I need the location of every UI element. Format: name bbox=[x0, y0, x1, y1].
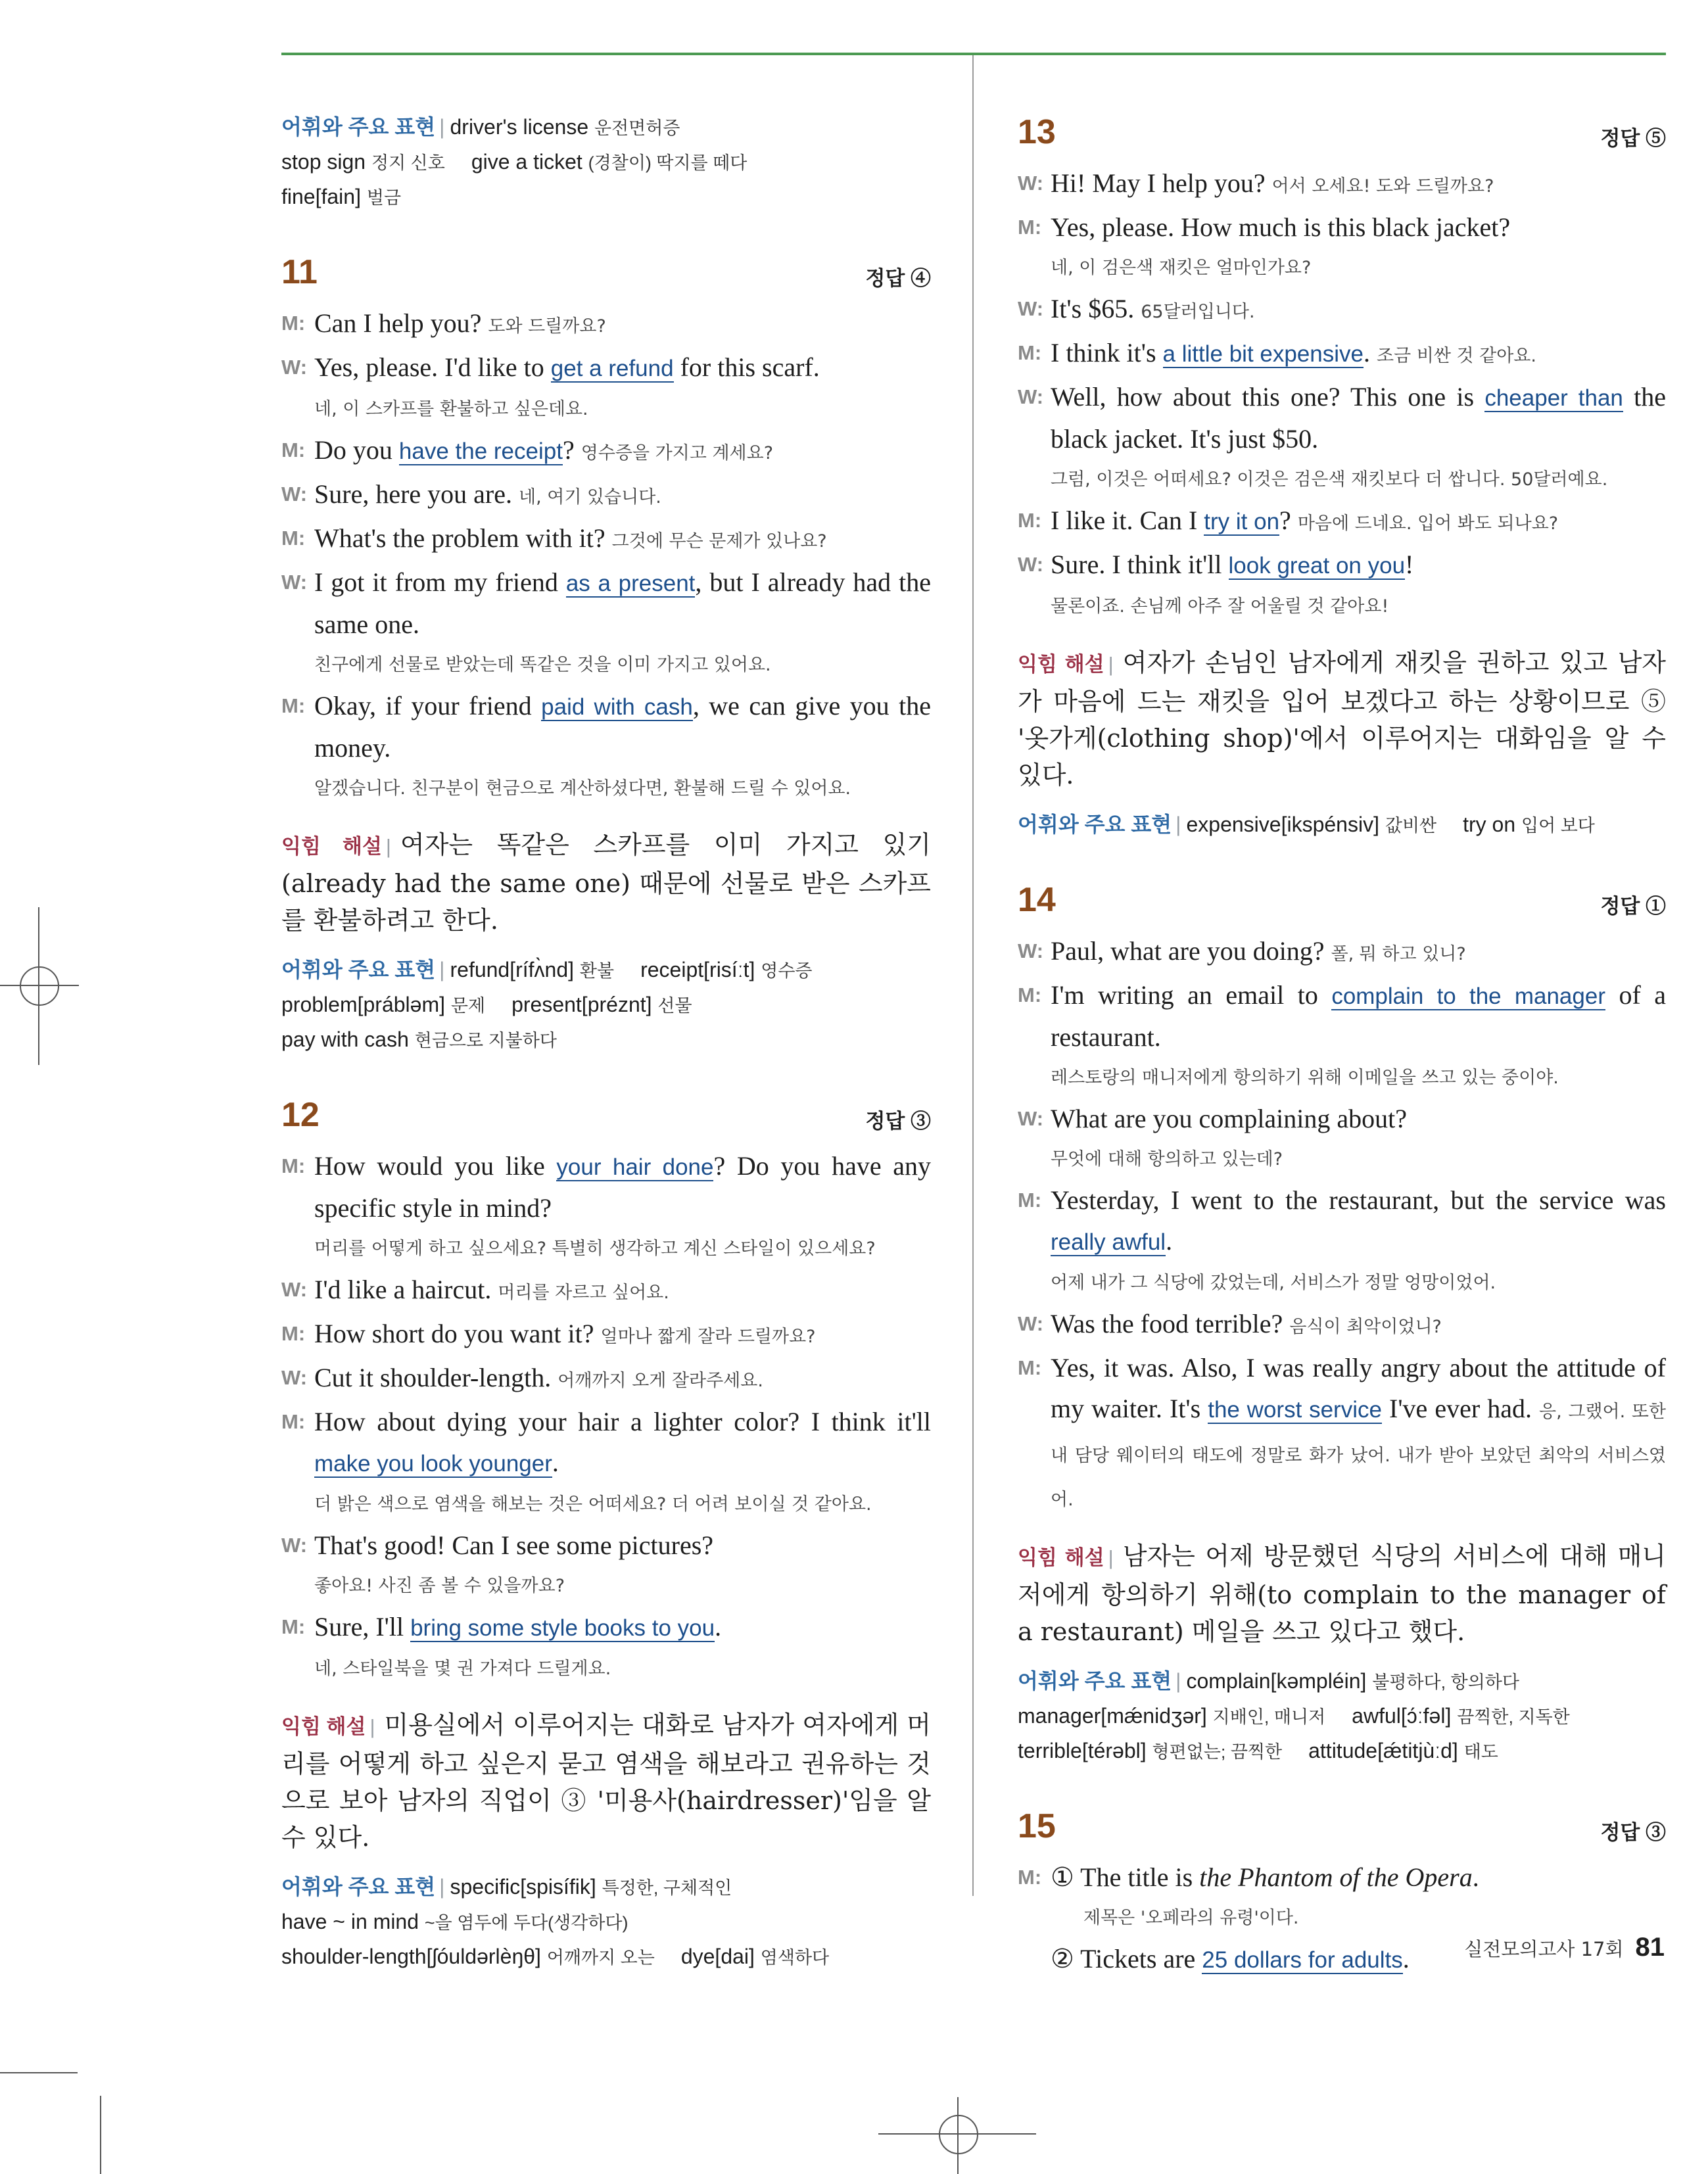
question-number: 13 bbox=[1018, 113, 1056, 151]
explanation: 익힘 해설 | 남자는 어제 방문했던 식당의 서비스에 대해 매니저에게 항의하기 위해(to complain to the manager of a restaurant) 메일을 쓰고 있다고 했다. bbox=[1018, 1542, 1666, 1646]
translation: 친구에게 선물로 받았는데 똑같은 것을 이미 가지고 있어요. bbox=[314, 655, 771, 675]
dialog-line bbox=[281, 518, 931, 562]
vocab-gloss: 불평하다, 항의하다 bbox=[1372, 1672, 1519, 1692]
dialog-line bbox=[1018, 289, 1666, 333]
speaker-label: M: bbox=[1018, 341, 1042, 364]
dialog-line bbox=[1018, 1099, 1666, 1139]
vocab-gloss: 선물 bbox=[657, 996, 692, 1016]
translation: 네, 스타일북을 몇 권 가져다 드릴게요. bbox=[314, 1659, 611, 1679]
answer-label: 정답 ④ bbox=[865, 267, 931, 290]
vocab-gloss: 입어 보다 bbox=[1521, 816, 1595, 836]
dialog-line bbox=[281, 1607, 931, 1649]
crop-mark bbox=[0, 2072, 78, 2073]
translation: 제목은 '오페라의 유령'이다. bbox=[1083, 1908, 1299, 1928]
key-phrase: really awful bbox=[1051, 1229, 1166, 1255]
speaker-label: M: bbox=[281, 1615, 306, 1638]
vocab-term: problem[prábləm] bbox=[281, 993, 445, 1016]
translation: 네, 이 스카프를 환불하고 싶은데요. bbox=[314, 399, 588, 419]
dialog-line bbox=[1018, 1180, 1666, 1263]
question-12 bbox=[281, 1096, 931, 1975]
dialog-line bbox=[281, 1402, 931, 1484]
explanation: 익힘 해설 | 여자는 똑같은 스카프를 이미 가지고 있기(already had the same one) 때문에 선물로 받은 스카프를 환불하려고 한다. bbox=[281, 830, 931, 935]
vocab-gloss: 값비싼 bbox=[1385, 816, 1437, 836]
korean-translation: 그것에 무슨 문제가 있나요? bbox=[611, 531, 827, 552]
dialog-line bbox=[1018, 377, 1666, 460]
vocab-gloss: 특정한, 구체적인 bbox=[602, 1878, 732, 1898]
dialog bbox=[281, 303, 931, 809]
vocab-gloss: ~을 염두에 두다(생각하다) bbox=[424, 1913, 629, 1933]
vocab-term: complain[kəmpléin] bbox=[1186, 1669, 1367, 1693]
page-number: 81 bbox=[1635, 1933, 1665, 1962]
speaker-label: M: bbox=[281, 694, 306, 717]
dialog-line bbox=[281, 1146, 931, 1229]
korean-translation: 음식이 최악이었니? bbox=[1289, 1317, 1442, 1337]
korean-translation: 영수증을 가지고 계세요? bbox=[581, 443, 774, 463]
vocab-gloss: 태도 bbox=[1463, 1742, 1498, 1762]
vocab-term: pay with cash bbox=[281, 1028, 409, 1051]
vocab-gloss: 염색하다 bbox=[760, 1948, 830, 1968]
vocab-gloss: 환불 bbox=[579, 961, 615, 981]
key-phrase: the worst service bbox=[1208, 1397, 1382, 1423]
vocab-gloss: 끔찍한, 지독한 bbox=[1457, 1707, 1570, 1727]
explanation: 익힘 해설 | 미용실에서 이루어지는 대화로 남자가 여자에게 머리를 어떻게 하고 싶은지 묻고 염색을 해보라고 권유하는 것으로 보아 남자의 직업이 ③ '미용사(hairdresser)'임을 알 수 있다. bbox=[281, 1711, 932, 1852]
question-number: 11 bbox=[281, 253, 318, 291]
dialog-line bbox=[1018, 207, 1666, 248]
vocab-block: 어휘와 주요 표현 | expensive[ikspénsiv] 값비싼 try on 입어 보다 bbox=[1018, 813, 1595, 836]
dialog-text: Yes, please. How much is this black jacket? bbox=[1051, 212, 1511, 242]
question-number: 14 bbox=[1018, 881, 1056, 919]
speaker-label: M: bbox=[1018, 216, 1042, 239]
korean-translation: 얼마나 짧게 잘라 드릴까요? bbox=[600, 1327, 816, 1347]
dialog-line bbox=[1018, 975, 1666, 1058]
translation: 레스토랑의 매니저에게 항의하기 위해 이메일을 쓰고 있는 중이야. bbox=[1051, 1068, 1559, 1088]
key-phrase: as a present bbox=[565, 571, 696, 596]
dialog bbox=[1018, 163, 1666, 627]
dialog-text: What's the problem with it? bbox=[314, 523, 605, 553]
dialog-text: Do you bbox=[314, 435, 392, 465]
vocab-term: try on bbox=[1463, 813, 1516, 836]
vocab-gloss: 지배인, 매니저 bbox=[1212, 1707, 1326, 1727]
dialog-text: Sure, here you are. bbox=[314, 479, 512, 509]
dialog-text: How short do you want it? bbox=[314, 1319, 594, 1348]
key-phrase: cheaper than bbox=[1484, 385, 1623, 411]
question-number: 15 bbox=[1018, 1807, 1056, 1845]
dialog-text: . bbox=[1364, 338, 1370, 367]
translation: 어제 내가 그 식당에 갔었는데, 서비스가 정말 엉망이었어. bbox=[1051, 1273, 1496, 1293]
key-phrase: 25 dollars for adults bbox=[1202, 1947, 1403, 1973]
vocab-term: shoulder-length[ʃóuldərlèŋθ] bbox=[281, 1945, 541, 1968]
key-phrase: bring some style books to you bbox=[410, 1615, 715, 1641]
speaker-label: W: bbox=[1018, 1312, 1044, 1335]
translation: 물론이죠. 손님께 아주 잘 어울릴 것 같아요! bbox=[1051, 596, 1389, 617]
key-phrase: make you look younger bbox=[314, 1451, 552, 1477]
key-phrase: complain to the manager bbox=[1331, 983, 1605, 1009]
korean-translation: 응, 그랬어. 또한 내 담당 웨이터의 태도에 정말로 화가 났어. 내가 받아 보았던 최악의 서비스였어. bbox=[1051, 1402, 1666, 1510]
top-vocab: 어휘와 주요 표현 | driver's license 운전면허증 stop sign 정지 신호 give a ticket (경찰이) 딱지를 떼다 fine[fain] 벌금 bbox=[281, 115, 747, 208]
dialog-line bbox=[1018, 544, 1666, 586]
vocab-term: have ~ in mind bbox=[281, 1910, 419, 1933]
vocab-gloss: 형편없는; 끔찍한 bbox=[1152, 1742, 1283, 1762]
korean-translation: 머리를 자르고 싶어요. bbox=[498, 1283, 669, 1303]
speaker-label: W: bbox=[281, 1278, 308, 1301]
speaker-label: M: bbox=[281, 312, 306, 335]
speaker-label: W: bbox=[1018, 385, 1044, 408]
dialog-line bbox=[1018, 1348, 1666, 1521]
korean-translation: 65달러입니다. bbox=[1141, 302, 1255, 322]
korean-translation: 어서 오세요! 도와 드릴까요? bbox=[1271, 176, 1494, 197]
dialog-line: M: ① The title is the Phantom of the Opera. bbox=[1018, 1857, 1666, 1898]
vocab-term: expensive[ikspénsiv] bbox=[1186, 813, 1379, 836]
dialog-text: I got it from my friend bbox=[314, 567, 558, 597]
dialog bbox=[1018, 931, 1666, 1521]
top-rule bbox=[281, 53, 1666, 55]
vocab-label: 어휘와 주요 표현 bbox=[281, 115, 436, 139]
dialog-text: Cut it shoulder-length. bbox=[314, 1363, 552, 1392]
answer-label: 정답 ① bbox=[1600, 895, 1666, 918]
speaker-label: W: bbox=[281, 571, 308, 594]
key-phrase: a little bit expensive bbox=[1162, 341, 1364, 367]
vocab-gloss: 영수증 bbox=[761, 961, 813, 981]
dialog-text: Yesterday, I went to the restaurant, but the service was bbox=[1051, 1185, 1666, 1215]
dialog-text: , we can give you the money. bbox=[314, 691, 931, 763]
dialog-text: I like it. Can I bbox=[1051, 506, 1198, 535]
page-footer bbox=[1464, 1933, 1665, 1962]
dialog-line: ② Tickets are 25 dollars for adults. bbox=[1051, 1944, 1410, 1973]
footer-label: 실전모의고사 17회 bbox=[1464, 1938, 1624, 1960]
vocab-block: 어휘와 주요 표현 | specific[spisífik] 특정한, 구체적인 have ~ in mind ~을 염두에 두다(생각하다) shoulder-length[ʃóuldərlèŋθ] 어깨까지 오는 dye[dai] 염색하다 bbox=[281, 1875, 830, 1968]
vocab-label: 어휘와 주요 표현 bbox=[1018, 1669, 1172, 1693]
speaker-label: W: bbox=[281, 356, 308, 379]
dialog-line bbox=[281, 1313, 931, 1358]
dialog-line bbox=[1018, 500, 1666, 544]
speaker-label: M: bbox=[281, 1410, 306, 1433]
dialog-line bbox=[281, 474, 931, 518]
speaker-label: W: bbox=[1018, 297, 1044, 320]
dialog-text: Well, how about this one? This one is bbox=[1051, 382, 1475, 412]
dialog-text: . bbox=[715, 1612, 722, 1642]
korean-translation: 조금 비싼 것 같아요. bbox=[1377, 346, 1536, 366]
key-phrase: your hair done bbox=[556, 1154, 714, 1180]
vocab-gloss: 문제 bbox=[450, 996, 486, 1016]
dialog bbox=[281, 1146, 931, 1690]
speaker-label: W: bbox=[281, 483, 308, 506]
vocab-term: dye[dai] bbox=[680, 1945, 755, 1968]
speaker-label: M: bbox=[281, 527, 306, 550]
speaker-label: W: bbox=[1018, 939, 1044, 962]
answer-label: 정답 ⑤ bbox=[1600, 127, 1666, 150]
translation: 네, 이 검은색 재킷은 얼마인가요? bbox=[1051, 258, 1312, 278]
key-phrase: paid with cash bbox=[541, 694, 693, 720]
dialog-line bbox=[281, 303, 931, 347]
speaker-label: M: bbox=[1018, 983, 1042, 1006]
dialog-text: I'm writing an email to bbox=[1051, 980, 1318, 1010]
dialog-text: I've ever had. bbox=[1389, 1394, 1532, 1423]
translation: 무엇에 대해 항의하고 있는데? bbox=[1051, 1149, 1283, 1170]
korean-translation: 마음에 드네요. 입어 봐도 되나요? bbox=[1297, 513, 1559, 534]
vocab-term: receipt[risíːt] bbox=[640, 958, 755, 981]
key-phrase: look great on you bbox=[1228, 553, 1406, 579]
vocab-term: specific[spisífik] bbox=[450, 1875, 596, 1899]
speaker-label: W: bbox=[1018, 1107, 1044, 1130]
vocab-label: 어휘와 주요 표현 bbox=[281, 1875, 436, 1899]
dialog-text: I'd like a haircut. bbox=[314, 1275, 492, 1304]
dialog-line bbox=[281, 562, 931, 645]
registration-circle bbox=[939, 2115, 978, 2154]
speaker-label: M: bbox=[281, 438, 306, 461]
dialog-line bbox=[1018, 163, 1666, 207]
key-phrase: try it on bbox=[1204, 509, 1280, 534]
dialog-text: How would you like bbox=[314, 1151, 545, 1181]
question-11 bbox=[281, 253, 931, 1058]
translation: 더 밝은 색으로 염색을 해보는 것은 어떠세요? 더 어려 보이실 것 같아요. bbox=[314, 1494, 872, 1515]
dialog-text: ! bbox=[1405, 550, 1414, 579]
vocab-label: 어휘와 주요 표현 bbox=[1018, 813, 1172, 836]
dialog-text: That's good! Can I see some pictures? bbox=[314, 1530, 714, 1560]
registration-circle bbox=[20, 966, 59, 1006]
dialog-line bbox=[281, 686, 931, 768]
dialog-text: How about dying your hair a lighter color? I think it'll bbox=[314, 1407, 931, 1436]
dialog-text: for this scarf. bbox=[680, 352, 820, 382]
dialog-text: It's $65. bbox=[1051, 294, 1135, 323]
column-divider bbox=[972, 55, 974, 1896]
crop-mark bbox=[100, 2096, 101, 2174]
question-14 bbox=[1018, 881, 1666, 1769]
dialog-text: ? Do you have any specific style in mind? bbox=[314, 1151, 931, 1223]
vocab-block: 어휘와 주요 표현 | complain[kəmpléin] 불평하다, 항의하다 manager[mǽnidʒər] 지배인, 매니저 awful[ɔ́ːfəl] 끔찍한, 지독한 terrible[térəbl] 형편없는; 끔찍한 attitude[ǽtitjùːd] 태도 bbox=[1018, 1669, 1570, 1762]
dialog-text: of a restaurant. bbox=[1051, 980, 1667, 1052]
dialog-text: . bbox=[552, 1448, 559, 1477]
title-italic: the Phantom of the Opera bbox=[1199, 1862, 1473, 1892]
vocab-gloss: 현금으로 지불하다 bbox=[414, 1031, 557, 1051]
speaker-label: W: bbox=[1018, 553, 1044, 576]
dialog-line bbox=[281, 1269, 931, 1313]
speaker-label: W: bbox=[281, 1534, 308, 1557]
dialog-text: , but I already had the same one. bbox=[314, 567, 931, 639]
dialog-line bbox=[281, 347, 931, 389]
dialog-text: ? bbox=[1279, 506, 1291, 535]
left-column bbox=[281, 110, 931, 1975]
dialog-text: Okay, if your friend bbox=[314, 691, 532, 721]
explanation: 익힘 해설 | 여자가 손님인 남자에게 재킷을 권하고 있고 남자가 마음에 드는 재킷을 입어 보겠다고 하는 상황이므로 ⑤ '옷가게(clothing shop)'에서 이루어지는 대화임을 알 수 있다. bbox=[1018, 648, 1666, 790]
dialog-line bbox=[281, 1358, 931, 1402]
vocab-block: 어휘와 주요 표현 | refund[rífʌ̀nd] 환불 receipt[risíːt] 영수증 problem[prábləm] 문제 present[préznt] 선물 pay with cash 현금으로 지불하다 bbox=[281, 958, 813, 1051]
vocab-gloss: 어깨까지 오는 bbox=[546, 1948, 655, 1968]
dialog-text: Yes, please. I'd like to bbox=[314, 352, 544, 382]
speaker-label: W: bbox=[1018, 172, 1044, 195]
dialog-text: Yes, it was. Also, I was really angry about the attitude of my waiter. It's bbox=[1051, 1353, 1666, 1423]
translation: 그럼, 이것은 어떠세요? 이것은 검은색 재킷보다 더 쌉니다. 50달러예요. bbox=[1051, 469, 1608, 490]
vocab-term: manager[mǽnidʒər] bbox=[1018, 1704, 1207, 1728]
key-phrase: have the receipt bbox=[398, 438, 563, 464]
speaker-label: M: bbox=[1018, 1356, 1042, 1379]
korean-translation: 도와 드릴까요? bbox=[488, 316, 606, 337]
dialog-text: What are you complaining about? bbox=[1051, 1104, 1408, 1133]
vocab-term: terrible[térəbl] bbox=[1018, 1739, 1147, 1762]
dialog-line bbox=[1018, 1304, 1666, 1348]
dialog-text: I think it's bbox=[1051, 338, 1156, 367]
vocab-term: refund[rífʌ̀nd] bbox=[450, 958, 575, 981]
dialog-line bbox=[1018, 931, 1666, 975]
vocab-term: present[préznt] bbox=[511, 993, 652, 1016]
speaker-label: M: bbox=[281, 1154, 306, 1177]
dialog-text: Was the food terrible? bbox=[1051, 1309, 1283, 1338]
vocab-label: 어휘와 주요 표현 bbox=[281, 958, 436, 981]
dialog-line bbox=[1018, 333, 1666, 377]
translation: 머리를 어떻게 하고 싶으세요? 특별히 생각하고 계신 스타일이 있으세요? bbox=[314, 1239, 876, 1259]
right-column bbox=[1018, 110, 1666, 1981]
speaker-label: M: bbox=[1018, 1189, 1042, 1212]
speaker-label: M: bbox=[1018, 509, 1042, 532]
dialog-line bbox=[281, 1525, 931, 1566]
dialog-text: Sure, I'll bbox=[314, 1612, 404, 1642]
answer-label: 정답 ③ bbox=[1600, 1821, 1666, 1844]
korean-translation: 네, 여기 있습니다. bbox=[518, 487, 661, 508]
dialog-text: Paul, what are you doing? bbox=[1051, 936, 1325, 966]
dialog-text: Hi! May I help you? bbox=[1051, 168, 1266, 198]
key-phrase: get a refund bbox=[550, 356, 674, 381]
answer-label: 정답 ③ bbox=[865, 1110, 931, 1133]
speaker-label: M: bbox=[281, 1322, 306, 1345]
vocab-term: awful[ɔ́ːfəl] bbox=[1352, 1704, 1452, 1728]
dialog-text: ? bbox=[562, 435, 575, 465]
question-13 bbox=[1018, 113, 1666, 843]
translation: 알겠습니다. 친구분이 현금으로 계산하셨다면, 환불해 드릴 수 있어요. bbox=[314, 778, 851, 799]
dialog-text: Sure. I think it'll bbox=[1051, 550, 1222, 579]
vocab-term: attitude[ǽtitjùːd] bbox=[1308, 1739, 1458, 1762]
question-number: 12 bbox=[281, 1096, 320, 1134]
korean-translation: 폴, 뭐 하고 있니? bbox=[1331, 944, 1466, 964]
speaker-label: M: bbox=[1018, 1866, 1042, 1889]
translation: 좋아요! 사진 좀 볼 수 있을까요? bbox=[314, 1576, 565, 1596]
dialog-text: Can I help you? bbox=[314, 308, 482, 338]
dialog-text: . bbox=[1166, 1226, 1173, 1256]
dialog-line bbox=[281, 430, 931, 474]
korean-translation: 어깨까지 오게 잘라주세요. bbox=[557, 1371, 763, 1391]
dialog-text: the black jacket. It's just $50. bbox=[1051, 382, 1667, 454]
speaker-label: W: bbox=[281, 1366, 308, 1389]
